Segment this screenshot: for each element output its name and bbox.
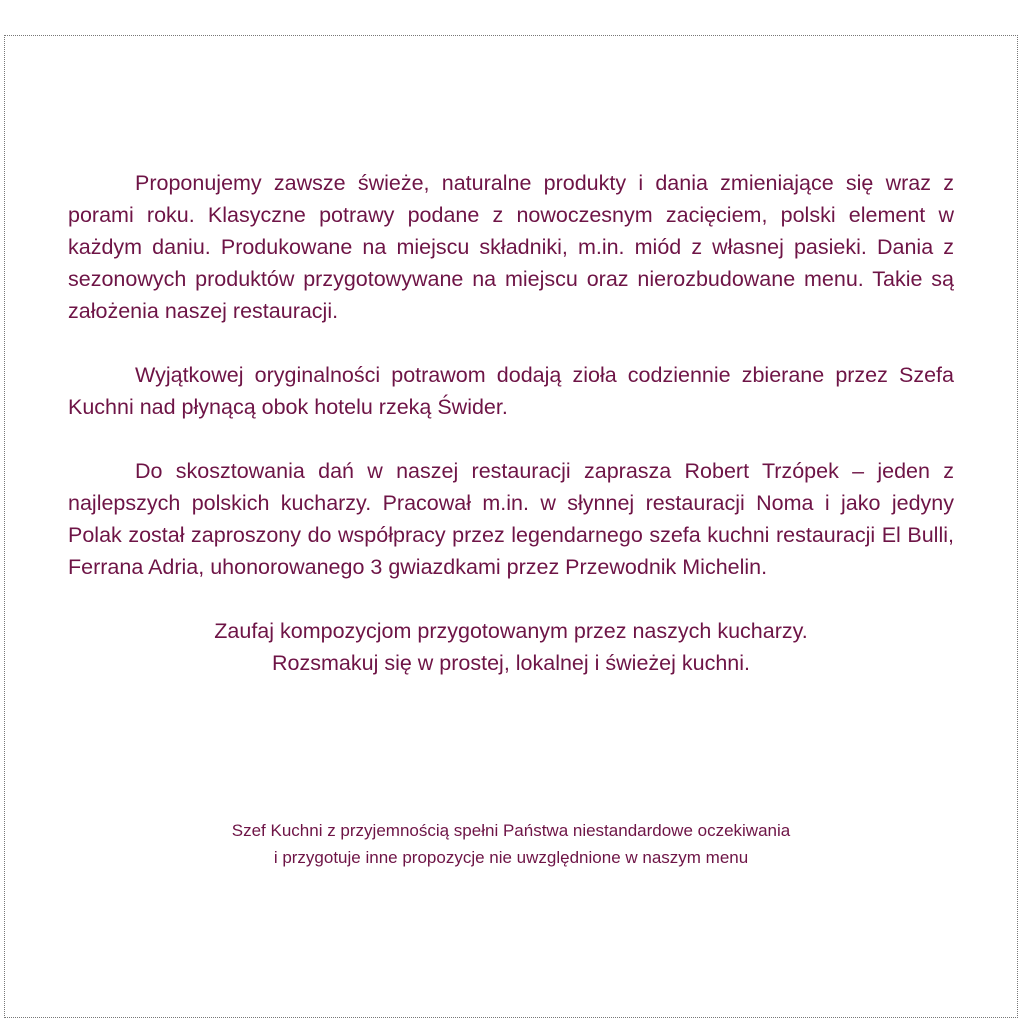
intro-paragraph-herbs: Wyjątkowej oryginalności potrawom dodają zioła codziennie zbierane przez Szefa Kuchni nad płynącą obok hotelu rzeką Świder.	[68, 363, 954, 419]
invitation-line-1: Zaufaj kompozycjom przygotowanym przez naszych kucharzy.	[214, 619, 808, 643]
intro-paragraph-fresh-products: Proponujemy zawsze świeże, naturalne produkty i dania zmieniające się wraz z porami roku. Klasyczne potrawy podane z nowoczesnym zacięciem, polski element w każdym daniu. Produkowane na miejscu składniki, m.in. miód z własnej pasieki. Dania z sezonowych produktów przygotowywane na miejscu oraz nierozbudowane menu. Takie są założenia naszej restauracji.	[68, 171, 954, 323]
invitation-line-2: Rozsmakuj się w prostej, lokalnej i świeżej kuchni.	[272, 651, 750, 675]
invitation-block	[68, 615, 954, 679]
menu-intro-content	[68, 167, 954, 679]
chef-note-line-2: i przygotuje inne propozycje nie uwzględnione w naszym menu	[273, 848, 749, 867]
chef-note	[68, 817, 954, 871]
intro-paragraph-chef: Do skosztowania dań w naszej restauracji zaprasza Robert Trzópek – jeden z najlepszych polskich kucharzy. Pracował m.in. w słynnej restauracji Noma i jako jedyny Polak został zaproszony do współpracy przez legendarnego szefa kuchni restauracji El Bulli, Ferrana Adria, uhonorowanego 3 gwiazdkami przez Przewodnik Michelin.	[68, 459, 954, 579]
chef-note-line-1: Szef Kuchni z przyjemnością spełni Państwa niestandardowe oczekiwania	[231, 821, 791, 840]
